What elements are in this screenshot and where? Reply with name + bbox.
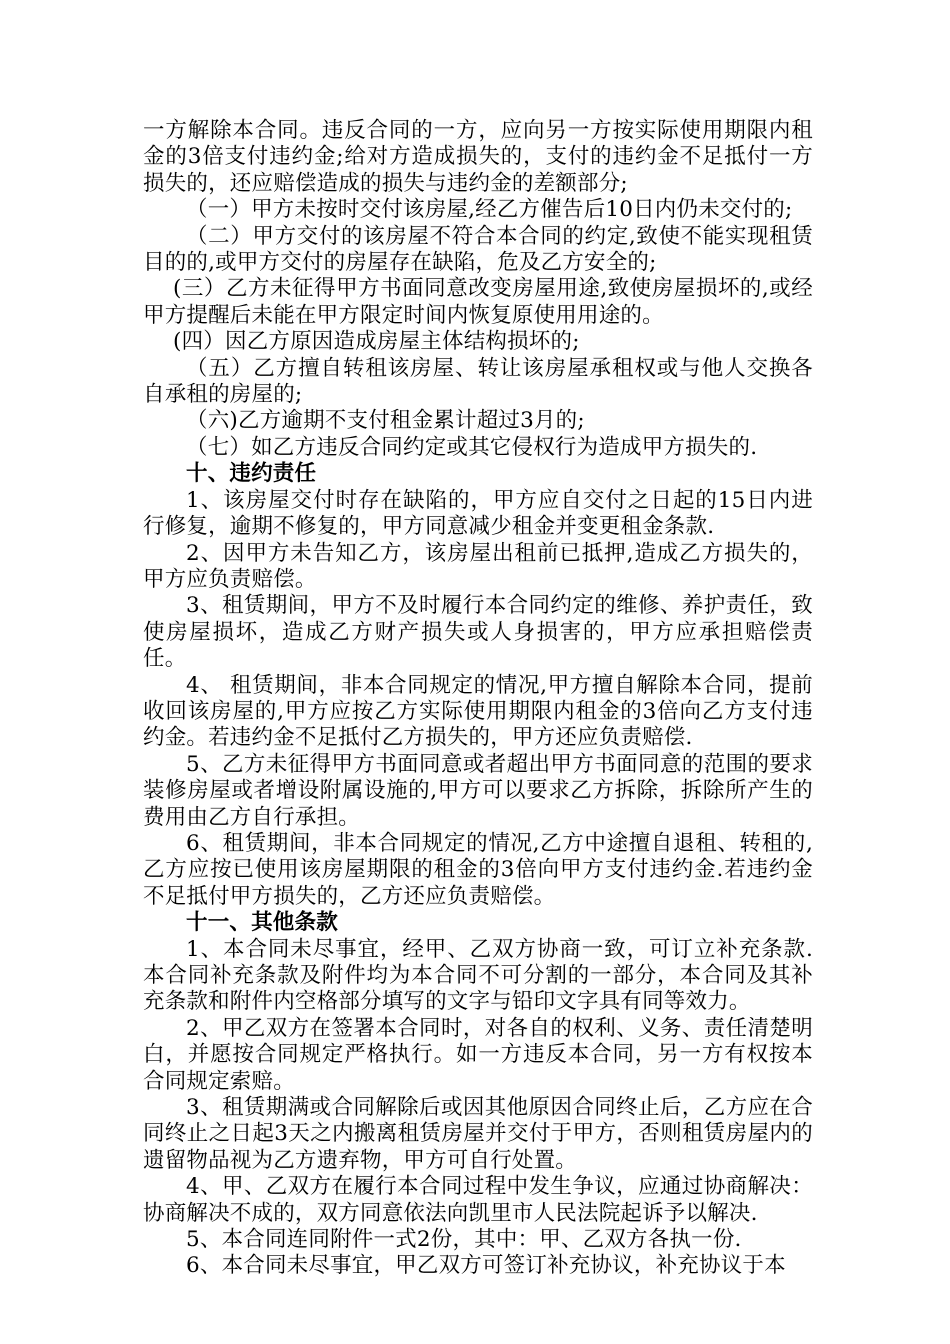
section-heading: 十、违约责任 <box>186 461 317 487</box>
paragraph: （一）甲方未按时交付该房屋,经乙方催告后10日内仍未交付的; <box>186 197 793 223</box>
section-heading: 十一、其他条款 <box>186 910 338 936</box>
paragraph: (三）乙方未征得甲方书面同意改变房屋用途,致使房屋损坏的,或经甲方提醒后未能在甲方限定时间内恢复原使用用途的。 <box>143 276 813 328</box>
paragraph: 5、本合同连同附件一式2份，其中：甲、乙双方各执一份. <box>186 1227 742 1253</box>
paragraph: (四）因乙方原因造成房屋主体结构损坏的; <box>173 329 580 355</box>
paragraph: 1、本合同未尽事宜，经甲、乙双方协商一致，可订立补充条款.本合同补充条款及附件均为本合同不可分割的一部分，本合同及其补充条款和附件内空格部分填写的文字与铅印文字具有同等效力。 <box>143 936 813 1015</box>
paragraph: 4、 租赁期间，非本合同规定的情况,甲方擅自解除本合同，提前收回该房屋的,甲方应按乙方实际使用期限内租金的3倍向乙方支付违约金。若违约金不足抵付乙方损失的，甲方还应负责赔偿. <box>143 672 813 751</box>
paragraph: 1、该房屋交付时存在缺陷的，甲方应自交付之日起的15日内进行修复，逾期不修复的，甲方同意减少租金并变更租金条款. <box>143 487 813 540</box>
paragraph: （七）如乙方违反合同约定或其它侵权行为造成甲方损失的. <box>186 434 758 460</box>
paragraph: 6、本合同未尽事宜，甲乙双方可签订补充协议，补充协议于本 <box>186 1253 786 1279</box>
paragraph: 一方解除本合同。违反合同的一方，应向另一方按实际使用期限内租金的3倍支付违约金;给对方造成损失的，支付的违约金不足抵付一方损失的，还应赔偿造成的损失与违约金的差额部分; <box>143 118 813 196</box>
paragraph: 5、乙方未征得甲方书面同意或者超出甲方书面同意的范围的要求装修房屋或者增设附属设施的,甲方可以要求乙方拆除，拆除所产生的费用由乙方自行承担。 <box>143 751 813 830</box>
paragraph: 6、租赁期间，非本合同规定的情况,乙方中途擅自退租、转租的,乙方应按已使用该房屋期限的租金的3倍向甲方支付违约金.若违约金不足抵付甲方损失的，乙方还应负责赔偿。 <box>143 830 813 909</box>
contract-text <box>143 118 813 1280</box>
paragraph: （二）甲方交付的该房屋不符合本合同的约定,致使不能实现租赁目的的,或甲方交付的房屋存在缺陷，危及乙方安全的; <box>143 223 813 276</box>
paragraph: 2、因甲方未告知乙方，该房屋出租前已抵押,造成乙方损失的，甲方应负责赔偿。 <box>143 540 813 592</box>
paragraph: （五）乙方擅自转租该房屋、转让该房屋承租权或与他人交换各自承租的房屋的; <box>143 355 813 408</box>
paragraph: 3、租赁期间，甲方不及时履行本合同约定的维修、养护责任，致使房屋损坏，造成乙方财产损失或人身损害的，甲方应承担赔偿责任。 <box>143 593 813 672</box>
paragraph: （六)乙方逾期不支付租金累计超过3月的; <box>186 408 585 434</box>
paragraph: 2、甲乙双方在签署本合同时，对各自的权利、义务、责任清楚明白，并愿按合同规定严格执行。如一方违反本合同，另一方有权按本合同规定索赔。 <box>143 1015 813 1094</box>
paragraph: 3、租赁期满或合同解除后或因其他原因合同终止后，乙方应在合同终止之日起3天之内搬离租赁房屋并交付于甲方，否则租赁房屋内的遗留物品视为乙方遗弃物，甲方可自行处置。 <box>143 1095 813 1173</box>
paragraph: 4、甲、乙双方在履行本合同过程中发生争议，应通过协商解决：协商解决不成的，双方同意依法向凯里市人民法院起诉予以解决. <box>143 1174 813 1226</box>
